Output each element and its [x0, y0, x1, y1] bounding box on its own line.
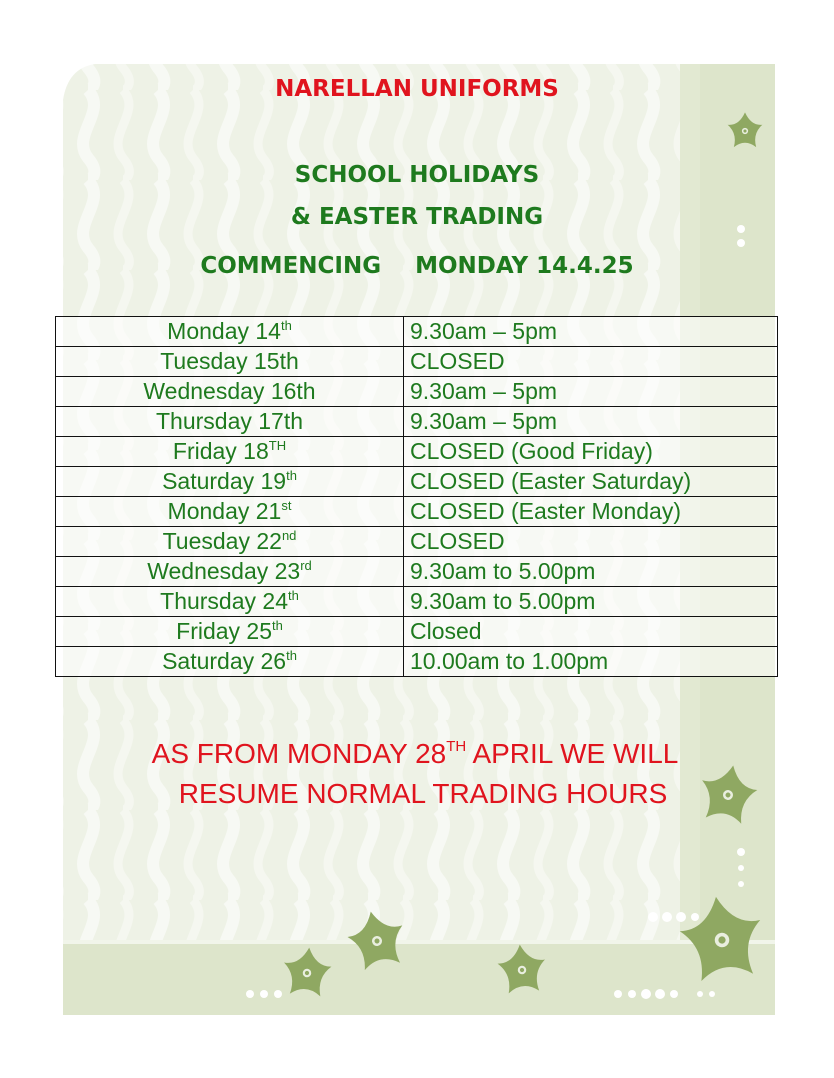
schedule-day	[56, 437, 404, 467]
schedule-day	[56, 647, 404, 677]
schedule-hours: CLOSED (Easter Monday)	[404, 497, 778, 527]
heading-line-3	[0, 253, 834, 279]
schedule-row	[56, 557, 778, 587]
notice-superscript: TH	[446, 738, 467, 755]
day-label: Friday 25	[176, 618, 273, 644]
schedule-day	[56, 527, 404, 557]
schedule-day	[56, 587, 404, 617]
schedule-hours: CLOSED (Good Friday)	[404, 437, 778, 467]
day-suffix: TH	[268, 438, 287, 453]
day-label: Monday 14	[167, 318, 281, 344]
day-label: Monday 21	[167, 498, 282, 524]
schedule-hours: 9.30am – 5pm	[404, 407, 778, 437]
day-label: Wednesday 16th	[143, 378, 316, 404]
day-label: Saturday 26	[162, 648, 287, 674]
schedule-row	[56, 437, 778, 467]
schedule-hours: 9.30am to 5.00pm	[404, 557, 778, 587]
schedule-hours: 9.30am – 5pm	[404, 377, 778, 407]
day-suffix: nd	[281, 528, 297, 543]
day-suffix: th	[280, 318, 292, 333]
schedule-row	[56, 317, 778, 347]
day-suffix: st	[281, 498, 292, 513]
day-suffix: th	[286, 648, 297, 663]
day-label: Thursday 17th	[155, 408, 304, 434]
schedule-row	[56, 587, 778, 617]
schedule-hours: CLOSED	[404, 527, 778, 557]
schedule-row	[56, 347, 778, 377]
schedule-hours: Closed	[404, 617, 778, 647]
schedule-row	[56, 527, 778, 557]
schedule-day	[56, 467, 404, 497]
schedule-row	[56, 467, 778, 497]
schedule-hours: CLOSED	[404, 347, 778, 377]
trading-hours-table	[55, 316, 778, 677]
day-label: Saturday 19	[162, 468, 287, 494]
schedule-hours: 9.30am to 5.00pm	[404, 587, 778, 617]
day-label: Tuesday 22	[162, 528, 282, 554]
schedule-row	[56, 647, 778, 677]
schedule-day	[56, 617, 404, 647]
day-label: Tuesday 15th	[160, 348, 299, 374]
day-label: Thursday 24	[160, 588, 288, 614]
day-suffix: th	[288, 588, 299, 603]
schedule-row	[56, 377, 778, 407]
notice-text-b: APRIL WE WILL	[466, 738, 679, 769]
notice-line-2: RESUME NORMAL TRADING HOURS	[178, 778, 668, 809]
heading-line-1: SCHOOL HOLIDAYS	[294, 162, 540, 188]
day-suffix: rd	[300, 558, 312, 573]
day-suffix: th	[272, 618, 283, 633]
schedule-day	[56, 347, 404, 377]
schedule-hours: 10.00am to 1.00pm	[404, 647, 778, 677]
schedule-day	[56, 497, 404, 527]
commencing-label: COMMENCING	[200, 253, 382, 279]
heading-line-2: & EASTER TRADING	[290, 204, 544, 230]
schedule-day	[56, 407, 404, 437]
commencing-date: MONDAY 14.4.25	[415, 253, 634, 279]
notice-line-1	[0, 738, 832, 770]
day-label: Wednesday 23	[147, 558, 301, 584]
notice-text-a: AS FROM MONDAY 28	[151, 738, 447, 769]
schedule-day	[56, 377, 404, 407]
schedule-hours: 9.30am – 5pm	[404, 317, 778, 347]
schedule-row	[56, 407, 778, 437]
schedule-day	[56, 317, 404, 347]
day-suffix: th	[286, 468, 297, 483]
schedule-day	[56, 557, 404, 587]
day-label: Friday 18	[172, 438, 269, 464]
store-name: NARELLAN UNIFORMS	[275, 76, 559, 102]
schedule-hours: CLOSED (Easter Saturday)	[404, 467, 778, 497]
schedule-row	[56, 617, 778, 647]
schedule-row	[56, 497, 778, 527]
